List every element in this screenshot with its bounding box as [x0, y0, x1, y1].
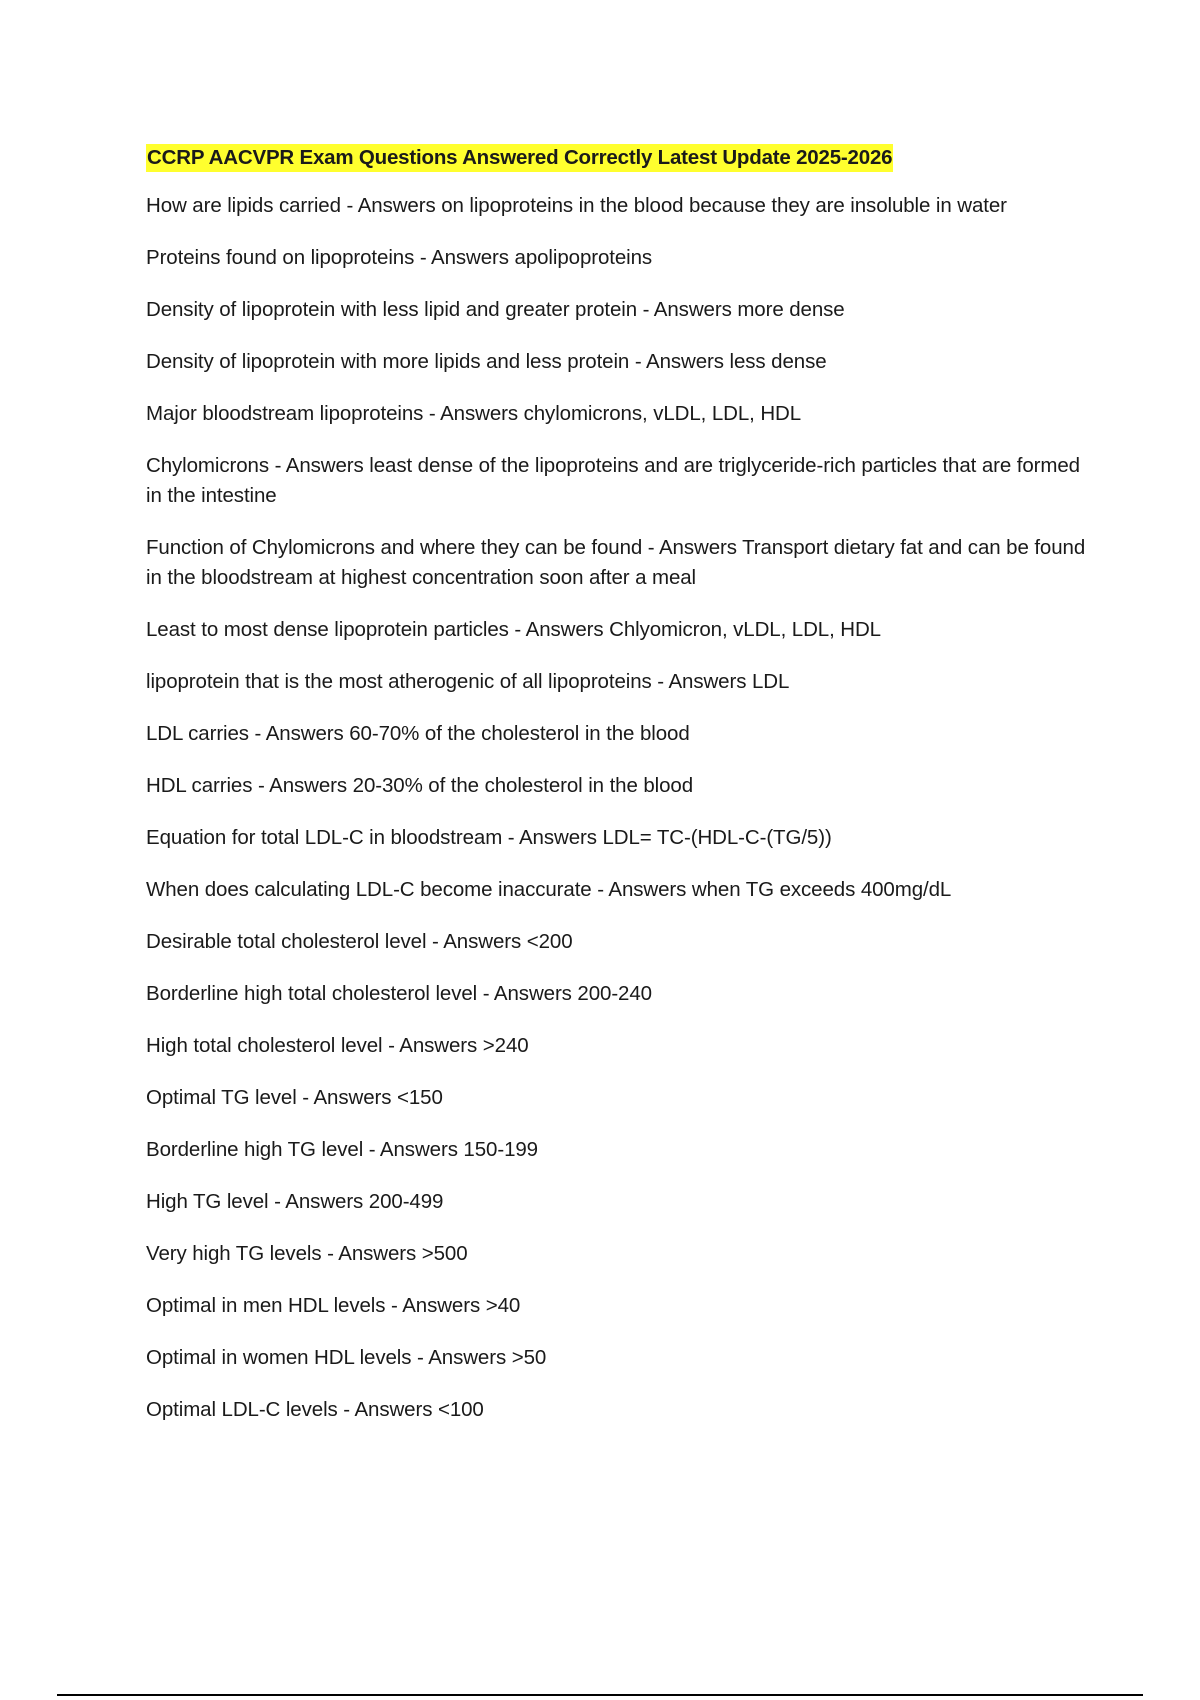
qa-item: lipoprotein that is the most atherogenic of all lipoproteins - Answers LDL — [146, 670, 790, 693]
qa-item: Desirable total cholesterol level - Answers <200 — [146, 930, 573, 953]
qa-item: Borderline high TG level - Answers 150-199 — [146, 1138, 538, 1161]
qa-item: Major bloodstream lipoproteins - Answers chylomicrons, vLDL, LDL, HDL — [146, 402, 802, 425]
qa-item: When does calculating LDL-C become inaccurate - Answers when TG exceeds 400mg/dL — [146, 878, 952, 901]
qa-item: Density of lipoprotein with less lipid and greater protein - Answers more dense — [146, 298, 845, 321]
qa-item: How are lipids carried - Answers on lipoproteins in the blood because they are insoluble in water — [146, 194, 1007, 217]
document-content — [146, 144, 1096, 1425]
qa-item: Optimal in women HDL levels - Answers >50 — [146, 1346, 547, 1369]
qa-item: Density of lipoprotein with more lipids and less protein - Answers less dense — [146, 350, 827, 373]
qa-item: Very high TG levels - Answers >500 — [146, 1242, 468, 1265]
qa-item: Equation for total LDL-C in bloodstream - Answers LDL= TC-(HDL-C-(TG/5)) — [146, 826, 832, 849]
qa-item: High TG level - Answers 200-499 — [146, 1190, 444, 1213]
qa-item: Least to most dense lipoprotein particles - Answers Chlyomicron, vLDL, LDL, HDL — [146, 618, 881, 641]
qa-item: Borderline high total cholesterol level - Answers 200-240 — [146, 982, 652, 1005]
qa-item: Proteins found on lipoproteins - Answers apolipoproteins — [146, 246, 653, 269]
document-title: CCRP AACVPR Exam Questions Answered Correctly Latest Update 2025-2026 — [146, 144, 893, 172]
qa-item: Optimal in men HDL levels - Answers >40 — [146, 1294, 521, 1317]
footer-divider — [57, 1694, 1143, 1696]
qa-item: Chylomicrons - Answers least dense of the lipoproteins and are triglyceride-rich particles that are formed in the intestine — [146, 454, 1080, 507]
qa-item: Optimal LDL-C levels - Answers <100 — [146, 1398, 484, 1421]
qa-item: High total cholesterol level - Answers >240 — [146, 1034, 529, 1057]
qa-item: Function of Chylomicrons and where they can be found - Answers Transport dietary fat and can be found in the bloodstream at highest concentration soon after a meal — [146, 536, 1086, 589]
qa-item: LDL carries - Answers 60-70% of the cholesterol in the blood — [146, 722, 690, 745]
qa-item: HDL carries - Answers 20-30% of the cholesterol in the blood — [146, 774, 694, 797]
qa-list — [146, 191, 1096, 1425]
qa-item: Optimal TG level - Answers <150 — [146, 1086, 443, 1109]
